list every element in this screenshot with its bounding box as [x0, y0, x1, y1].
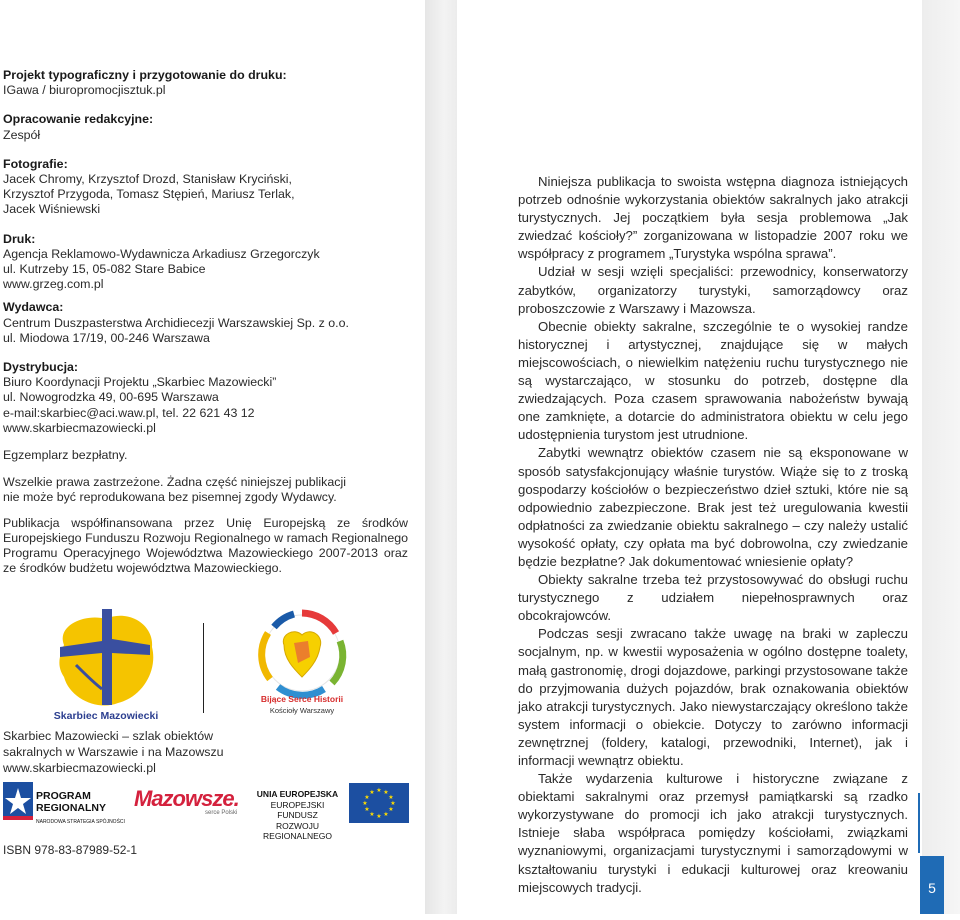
page-gutter-left: [425, 0, 457, 914]
credit-line: IGawa / biuropromocjisztuk.pl: [3, 83, 166, 98]
mazowsze-logo: Mazowsze.: [134, 786, 239, 811]
credit-publisher: [3, 300, 413, 346]
credit-label: Fotografie:: [3, 156, 68, 171]
credit-label: Druk:: [3, 231, 36, 246]
mazowsze-tagline: serce Polski: [205, 810, 238, 816]
skarbiec-mazowiecki-logo: [46, 605, 166, 723]
page-accent-line: [918, 793, 920, 853]
serce-logo-subtitle: Kościoły Warszawy: [269, 706, 335, 715]
funding-note: Publikacja współfinansowana przez Unię Europejską ze środków Europejskiego Funduszu Rozwoju Regionalnego w ramach Regionalnego Programu Operacyjnego Województwa Mazowieckiego 2007-2013 oraz ze środków budżetu województwa Mazowieckiego.: [3, 515, 408, 576]
body-paragraph: Podczas sesji zwracano także uwagę na braki w zapleczu socjalnym, np. w kwestii wyposażenia w ogólno dostępne toalety, małą gastronomię, drogi dojazdowe, parkingi przystosowane także do przyjmowania dużych pojazdów, brak oznakowania obiektów jako atrakcji turystycznych. Jako niewystarczający określono także system informacji o obiekcie. Dotyczy to zarówno informacji zewnętrznej (foldery, katalogi, przewodniki, Internet), jak i informacji wewnątrz obiektu.: [518, 626, 908, 768]
rights-note: [3, 475, 413, 505]
skarbiec-caption: [3, 728, 224, 776]
credit-line: Centrum Duszpasterstwa Archidiecezji Warszawskiej Sp. z o.o.: [3, 315, 349, 330]
credit-line: www.skarbiecmazowiecki.pl: [3, 420, 156, 435]
isbn: ISBN 978-83-87989-52-1: [3, 843, 138, 857]
program-sub: NARODOWA STRATEGIA SPÓJNOŚCI: [36, 819, 125, 825]
credit-distribution: [3, 360, 413, 436]
body-paragraph: Obiekty sakralne trzeba też przystosowywać do obsługi ruchu turystycznego z udziałem niepełnosprawnych oraz obcokrajowców.: [518, 572, 908, 624]
body-paragraph: Także wydarzenia kulturowe i historyczne związane z obiektami sakralnymi oraz przemysł pamiątkarski są rzadko wykorzystywane do promocji ich jako atrakcji turystycznych. Istnieje słaba współpraca pomiędzy kościołami, związkami wyznaniowymi, organizacjami turystycznymi i samorządowymi w kształtowaniu turystyki i edukacji kulturowej oraz kreowaniu miejscowych tradycji.: [518, 771, 908, 895]
page-gutter-right: [922, 0, 960, 914]
logo-divider: [203, 623, 204, 713]
credits-column: [3, 68, 413, 584]
svg-text:★: ★: [376, 813, 382, 820]
program-line: PROGRAM: [36, 790, 91, 802]
body-paragraph: Niniejsza publikacja to swoista wstępna diagnoza istniejących potrzeb odnośnie wykorzystania obiektów sakralnych jako atrakcji turystycznych. Jej początkiem była sesja problemowa „Jak zwiedzać kościoły?” zorganizowana w listopadzie 2007 roku we współpracy z programem „Turystyka wspólna sprawa”.: [518, 174, 908, 262]
svg-text:★: ★: [362, 800, 368, 807]
credit-label: Dystrybucja:: [3, 360, 79, 375]
svg-text:★: ★: [388, 806, 394, 813]
svg-text:★: ★: [383, 811, 389, 818]
credit-line: Zespół: [3, 127, 41, 142]
eu-line: ROZWOJU REGIONALNEGO: [263, 820, 332, 841]
rights-line: Wszelkie prawa zastrzeżone. Żadna część niniejszej publikacji: [3, 475, 346, 490]
program-regionalny-logo: [36, 790, 125, 828]
body-paragraph: Obecnie obiekty sakralne, szczególnie te o wysokiej randze historycznej i artystycznej, znajdujące się w małych miejscowościach, o niewielkim natężeniu ruchu turystycznego nie są wystarczająco, w stosunku do potrzeb, dostępne dla zwiedzających. Poza czasem sprawowania nabożeństw bywają one zamknięte, a dotarcie do administratora obiektu w celu jego udostępnienia turystom jest utrudnione.: [518, 318, 908, 443]
credit-editorial: [3, 112, 413, 142]
credit-line: Jacek Chromy, Krzysztof Drozd, Stanisław Kryciński,: [3, 172, 292, 187]
svg-text:★: ★: [388, 794, 394, 801]
credit-line: ul. Kutrzeby 15, 05-082 Stare Babice: [3, 262, 206, 277]
credit-line: ul. Nowogrodzka 49, 00-695 Warszawa: [3, 390, 219, 405]
svg-text:★: ★: [376, 787, 382, 794]
eu-fund-label: [250, 789, 345, 842]
eu-line: EUROPEJSKI FUNDUSZ: [270, 799, 325, 820]
credit-line: Biuro Koordynacji Projektu „Skarbiec Mazowiecki”: [3, 375, 277, 390]
credit-label: Wydawca:: [3, 300, 64, 315]
credit-line: www.grzeg.com.pl: [3, 277, 104, 292]
credit-print: [3, 232, 413, 293]
credit-photos: [3, 157, 413, 218]
caption-line: Skarbiec Mazowiecki – szlak obiektów: [3, 729, 214, 743]
eu-flag-icon: [349, 783, 409, 823]
svg-text:★: ★: [383, 789, 389, 796]
body-paragraph: Udział w sesji wzięli specjaliści: przewodnicy, konserwatorzy zabytków, organizatorzy turystyki, samorządowcy oraz proboszczowie z Warszawy i Mazowsza.: [518, 264, 908, 316]
credit-label: Projekt typograficzny i przygotowanie do druku:: [3, 68, 287, 82]
credit-line: Krzysztof Przygoda, Tomasz Stępień, Mariusz Terlak,: [3, 187, 295, 202]
serce-logo-title: Bijące Serce Historii: [260, 694, 344, 704]
page-number: 5: [920, 856, 944, 914]
body-column: [518, 173, 908, 897]
eu-title: UNIA EUROPEJSKA: [256, 789, 339, 799]
svg-text:★: ★: [390, 800, 396, 807]
svg-text:★: ★: [364, 794, 370, 801]
svg-text:★: ★: [364, 806, 370, 813]
program-regionalny-emblem: [3, 782, 33, 824]
credit-design: [3, 68, 413, 98]
free-copy-note: Egzemplarz bezpłatny.: [3, 448, 128, 463]
program-line: REGIONALNY: [36, 802, 107, 814]
rights-line: nie może być reprodukowana bez pisemnej zgody Wydawcy.: [3, 490, 337, 505]
skarbiec-logo-text: Skarbiec Mazowiecki: [53, 710, 159, 722]
svg-text:★: ★: [369, 811, 375, 818]
caption-line: www.skarbiecmazowiecki.pl: [3, 761, 156, 775]
body-paragraph: Zabytki wewnątrz obiektów czasem nie są eksponowane w sposób satysfakcjonujący właśnie turystów. Wiąże się to z troską gospodarzy kościołów o bezpieczeństwo dzieł sztuki, które nie są odpowiednio zabezpieczone. Brak jest też uregulowania kwestii odpłatności za zwiedzanie obiektu sakralnego – czy należy ustalić wysokość opłaty, czy opłata ma być dobrowolna, czy zwiedzanie będzie bezpłatne? Jak dokumentować wniesienie opłaty?: [518, 445, 908, 569]
credit-line: e-mail:skarbiec@aci.waw.pl, tel. 22 621 43 12: [3, 405, 255, 420]
svg-text:★: ★: [369, 789, 375, 796]
bijace-serce-logo: [250, 605, 354, 720]
caption-line: sakralnych w Warszawie i na Mazowszu: [3, 745, 224, 759]
credit-line: Jacek Wiśniewski: [3, 202, 101, 217]
credit-label: Opracowanie redakcyjne:: [3, 112, 154, 127]
credit-line: ul. Miodowa 17/19, 00-246 Warszawa: [3, 330, 210, 345]
credit-line: Agencja Reklamowo-Wydawnicza Arkadiusz Grzegorczyk: [3, 246, 320, 261]
